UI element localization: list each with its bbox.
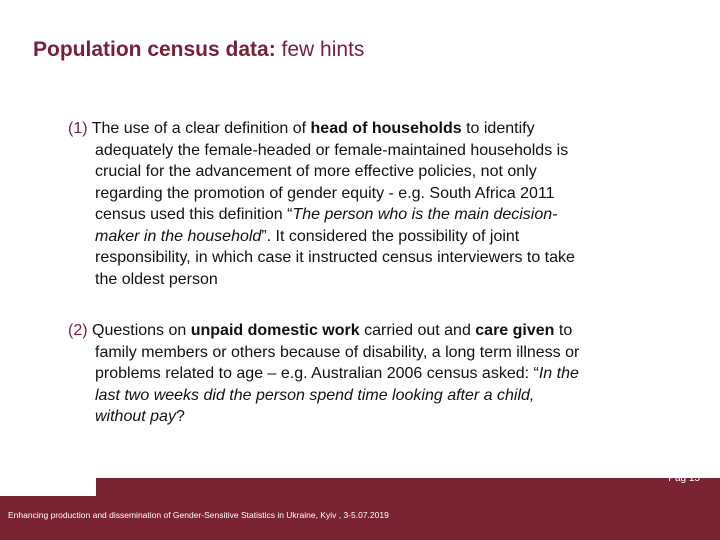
item2-emphasis: unpaid domestic work bbox=[190, 322, 360, 339]
item2-line-2: family members or others because of disability, a long term illness or bbox=[95, 343, 580, 361]
footer-band-top bbox=[96, 478, 720, 496]
item2-quote: In the bbox=[538, 365, 579, 382]
item2-emphasis: care given bbox=[475, 322, 555, 339]
item1-text: The use of a clear definition of bbox=[87, 120, 311, 137]
item1-line-7: responsibility, in which case it instructed census interviewers to take bbox=[95, 249, 575, 266]
item1-emphasis: head of households bbox=[310, 120, 462, 137]
item1-quote: maker in the household bbox=[95, 227, 262, 245]
item1-line-3: crucial for the advancement of more effective policies, not only bbox=[95, 163, 537, 180]
item1-line-2: adequately the female-headed or female-maintained households is bbox=[95, 141, 569, 159]
item2-number: (2) bbox=[68, 322, 88, 339]
list-item-1 bbox=[68, 118, 648, 290]
item2-text: ? bbox=[175, 408, 185, 425]
item2-quote: last two weeks did the person spend time looking after a child, bbox=[95, 386, 535, 404]
item2-line-1 bbox=[68, 320, 648, 342]
item2-quote: without pay bbox=[95, 408, 176, 425]
item2-line-3 bbox=[68, 363, 648, 385]
item1-quote: The person who is the main decision- bbox=[292, 206, 558, 223]
page-title bbox=[33, 38, 364, 62]
item1-line-8: the oldest person bbox=[95, 270, 218, 288]
item1-line-6 bbox=[68, 226, 648, 248]
item1-line-1 bbox=[68, 118, 648, 140]
item1-text: census used this definition “ bbox=[95, 206, 293, 223]
footer-caption: Enhancing production and dissemination of Gender-Sensitive Statistics in Ukraine, Kyiv , 3-5.07.2019 bbox=[8, 510, 389, 520]
footer-band bbox=[0, 473, 720, 540]
item1-line-4: regarding the promotion of gender equity - e.g. South Africa 2011 bbox=[95, 184, 555, 202]
item2-line-5 bbox=[68, 406, 648, 428]
item2-text: to bbox=[554, 322, 573, 339]
item1-text: ”. It considered the possibility of joint bbox=[261, 227, 520, 245]
item2-text: carried out and bbox=[359, 322, 476, 339]
item2-text: Questions on bbox=[87, 322, 191, 339]
item2-text: problems related to age – e.g. Australian 2006 census asked: “ bbox=[95, 365, 539, 382]
page-number: Pag 13 bbox=[668, 473, 700, 484]
item1-number: (1) bbox=[68, 120, 88, 137]
list-item-2 bbox=[68, 320, 648, 428]
title-bold: Population census data: bbox=[33, 38, 276, 61]
item1-line-5 bbox=[68, 204, 648, 226]
item2-line-4 bbox=[68, 385, 648, 407]
title-rest: few hints bbox=[275, 38, 365, 61]
item1-text: to identify bbox=[461, 120, 535, 137]
